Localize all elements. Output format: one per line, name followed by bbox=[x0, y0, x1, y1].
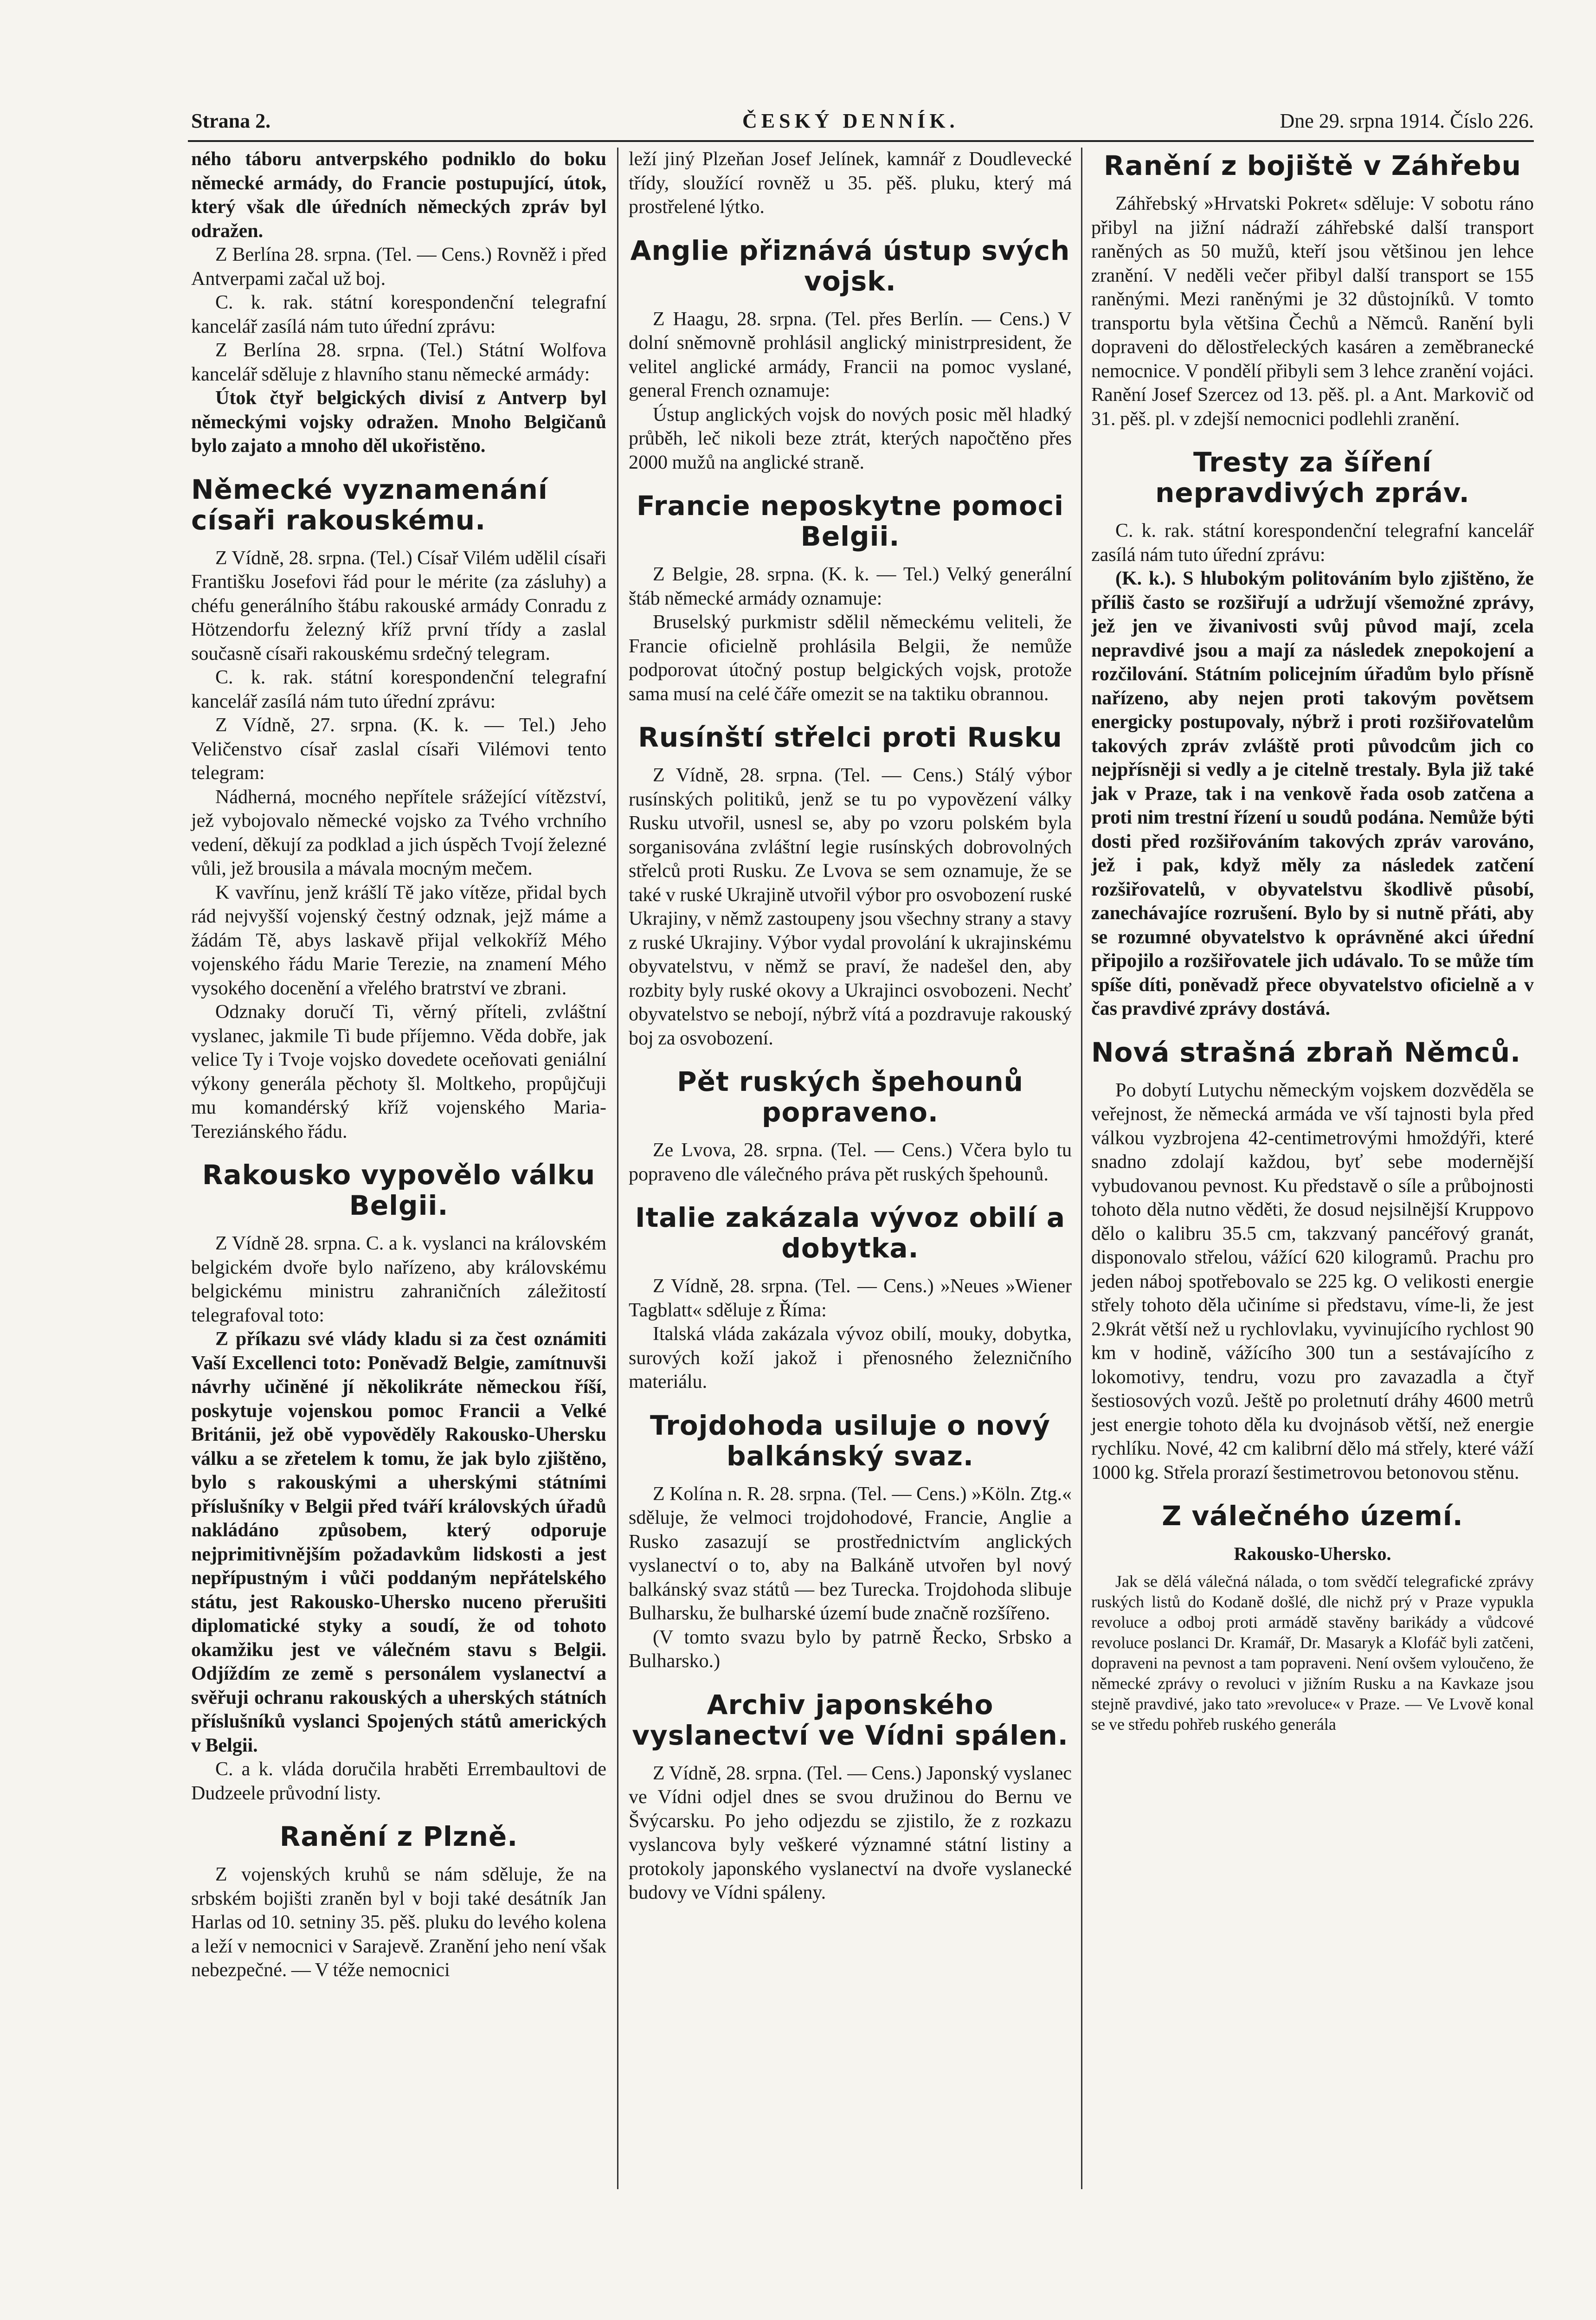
column-2 bbox=[629, 148, 1072, 1905]
headline-francie: Francie neposkytne pomoci Belgii. bbox=[636, 490, 1064, 552]
subheading-rakousko-uhersko: Rakousko-Uhersko. bbox=[1234, 1543, 1391, 1564]
paragraph: Italská vláda zakázala vývoz obilí, mouky, dobytka, surových koží jakož i přenosného železničního materiálu. bbox=[629, 1323, 1072, 1392]
paragraph: Z Vídně 28. srpna. C. a k. vyslanci na královském belgickém dvoře bylo nařízeno, aby královskému belgickému ministru zahraničních záležitostí telegrafoval toto: bbox=[191, 1233, 606, 1326]
column-1 bbox=[191, 148, 606, 1983]
paragraph: C. k. rak. státní korespondenční telegrafní kancelář zasílá nám tuto úřední zprávu: bbox=[1091, 520, 1534, 566]
paragraph: Z vojenských kruhů se nám sděluje, že na srbském bojišti zraněn byl v boji také desátník Jan Harlas od 10. setniny 35. pěš. pluku do levého kolena a leží v nemocnici v Sarajevě. Zranění jeho není však nebezpečné. — V téže nemocnici bbox=[191, 1864, 606, 1981]
headline-raneni-zahreb: Ranění z bojiště v Záhřebu bbox=[1104, 150, 1521, 181]
paragraph: Z Vídně, 28. srpna. (Tel. — Cens.) Japonský vyslanec ve Vídni odjel dnes se svou družinou do Bernu ve Švýcarsku. Po jeho odjezdu se zjistilo, že z rozkazu vyslancova byly veškeré významné státní listiny a protokoly japonského vyslanectví na dvoře vyslanecké budovy ve Vídni spáleny. bbox=[629, 1762, 1072, 1903]
paragraph: Z Vídně, 28. srpna. (Tel. — Cens.) Stálý výbor rusínských politiků, jenž se tu po vypovězení války Rusku utvořil, usnesl se, aby po vzoru polském byla sorganisována zvláštní legie rusínských dobrovolných střelců proti Rusku. Ze Lvova se sem oznamuje, že se také v ruské Ukrajině utvořil výbor pro osvobození ruské Ukrajiny, v němž zastoupeny jsou všechny strany a stavy z ruské Ukrajiny. Výbor vydal provolání k ukrajinskému obyvatelstvu, v němž se praví, že nadešel den, aby rozbity byly ruské okovy a Ukrajinci osvobozeni. Nechť obyvatelstvo se nebojí, nýbrž vítá a pozdravuje rakouský boj za osvobození. bbox=[629, 765, 1072, 1049]
headline-anglie: Anglie přiznává ústup svých vojsk. bbox=[630, 234, 1070, 297]
masthead-title: ČESKÝ DENNÍK. bbox=[742, 110, 959, 132]
headline-raneni-plzne: Ranění z Plzně. bbox=[279, 1821, 518, 1852]
headline-rusinsti: Rusínští střelci proti Rusku bbox=[638, 722, 1062, 753]
paragraph: leží jiný Plzeňan Josef Jelínek, kamnář z Doudlevecké třídy, sloužící rovněž u 35. pěš. pluku, který má prostřelené lýtko. bbox=[629, 148, 1072, 218]
paragraph: Nádherná, mocného nepřítele srážející vítězství, jež vybojovalo německé vojsko za Tvého vrchního vedení, děkují za podklad a jich úspěch Tvojí železné vůli, jež brousila a mávala mocným mečem. bbox=[191, 786, 606, 879]
paragraph: Záhřebský »Hrvatski Pokret« sděluje: V sobotu ráno přibyl na jižní nádraží záhřebské další transport raněných as 50 mužů, kteří jsou většinou jen lehce zranění. V neděli večer přibyl další transport se 155 raněnými. Mezi raněnými je 32 důstojníků. V tomto transportu byla většina Čechů a Němců. Ranění byli dopraveni do dělostřeleckých kasáren a zeměbranecké nemocnice. V pondělí přibyli sem 3 lehce zranění vojáci. Ranění Josef Szercez od 13. pěš. pl. a Ant. Markovič od 31. pěš. pl. v zdejší nemocnici podlehli zranění. bbox=[1091, 193, 1534, 430]
headline-trojdohoda: Trojdohoda usiluje o nový balkánský svaz. bbox=[650, 1409, 1050, 1472]
paragraph: (V tomto svazu bylo by patrně Řecko, Srbsko a Bulharsko.) bbox=[629, 1626, 1072, 1672]
headline-vyznamenani: Německé vyznamenání císaři rakouskému. bbox=[191, 473, 548, 536]
paragraph: Z Vídně, 28. srpna. (Tel. — Cens.) »Neues »Wiener Tagblatt« sděluje z Říma: bbox=[629, 1276, 1072, 1321]
headline-rakousko: Rakousko vypovělo válku Belgii. bbox=[202, 1159, 596, 1221]
headline-italie: Italie zakázala vývoz obilí a dobytka. bbox=[635, 1202, 1065, 1264]
headline-valecne-uzemi: Z válečného území. bbox=[1162, 1500, 1463, 1532]
paragraph: (K. k.). S hlubokým politováním bylo zjištěno, že příliš často se rozšiřují a udržují všemožné zprávy, jež jen ve živanivosti svůj původ mají, zcela nepravdivé jsou a mají za následek znepokojení a rozčilování. Státním policejním úřadům bylo přísně nařízeno, aby nejen proti takovým povětsem energicky postupovaly, nýbrž i proti rozšiřovatelům takových zpráv zvláště proti původcům jich co nejpřísněji si vedly a je citelně trestaly. Byla již také jak v Praze, tak i na venkově řada osob zatčena a proti nim trestní řízení u soudů podána. Nemůže býti dosti před rozšiřováním takových zpráv varováno, jež i pak, když měly za následek zatčení rozšiřovatelů, v obyvatelstvu škodlivě působí, zanechávajíce rozrušení. Bylo by si nutně přáti, aby se rozumné obyvatelstvo k oprávněné akci úřední připojilo a rozšiřovatele jich udávalo. To se může tím spíše díti, poněvadž přece obyvatelstvo oficielně a v čas pravdivé zprávy dostává. bbox=[1091, 568, 1534, 1019]
paragraph: Ze Lvova, 28. srpna. (Tel. — Cens.) Včera bylo tu popraveno dle válečného práva pět ruských špehounů. bbox=[629, 1140, 1072, 1185]
headline-tresty: Tresty za šíření nepravdivých zpráv. bbox=[1155, 446, 1470, 509]
issue-date: Dne 29. srpna 1914. Číslo 226. bbox=[1280, 110, 1534, 132]
headline-pet-spehounu: Pět ruských špehounů popraveno. bbox=[677, 1066, 1023, 1128]
paragraph: Z Berlína 28. srpna. (Tel. — Cens.) Rovněž i před Antverpami začal už boj. bbox=[191, 244, 606, 290]
paragraph: K vavřínu, jenž krášlí Tě jako vítěze, přidal bych rád nejvyšší vojenský čestný odznak, jejž máme a žádám Tě, abys laskavě přijal velkokříž Mého vojenského řádu Marie Terezie, na znamení Mého vysokého docenění a vřelého bratrství ve zbrani. bbox=[191, 882, 606, 999]
paragraph: Z Vídně, 28. srpna. (Tel.) Císař Vilém udělil císaři Františku Josefovi řád pour le mérite (za zásluhy) a chéfu generálního štábu rakouské armády Conradu z Hötzendorfu železný kříž první třídy a zaslal současně císaři rakouskému srdečný telegram. bbox=[191, 547, 606, 664]
page-number: Strana 2. bbox=[191, 110, 271, 132]
header-rule bbox=[188, 140, 1534, 142]
paragraph: C. k. rak. státní korespondenční telegrafní kancelář zasílá nám tuto úřední zprávu: bbox=[191, 292, 606, 337]
paragraph: Z Belgie, 28. srpna. (K. k. — Tel.) Velký generální štáb německé armády oznamuje: bbox=[629, 564, 1072, 609]
paragraph: Bruselský purkmistr sdělil německému veliteli, že Francie oficielně prohlásila Belgii, že nemůže podporovat útočný postup belgických vojsk, protože sama musí na celé čáře omezit se na taktiku obrannou. bbox=[629, 612, 1072, 705]
paragraph: Jak se dělá válečná nálada, o tom svědčí telegrafické zprávy ruských listů do Kodaně došlé, dle nichž prý v Praze vypukla revoluce a odboj proti armádě stavěny barikády a vůdcové revoluce poslanci Dr. Kramář, Dr. Masaryk a Klofáč byli zatčeni, dopraveni na pevnost a tam popraveni. Není ovšem vyloučeno, že německé zprávy o revoluci v jižním Rusku a na Kavkaze jsou stejně pravdivé, jako tato »revoluce« v Praze. — Ve Lvově konal se ve středu pohřeb ruského generála bbox=[1091, 1572, 1534, 1734]
paragraph: C. a k. vláda doručila hraběti Errembaultovi de Dudzeele průvodní listy. bbox=[191, 1759, 606, 1804]
quote-paragraph: Útok čtyř belgických divisí z Antverp byl německými vojsky odražen. Mnoho Belgičanů bylo zajato a mnoho děl ukořistěno. bbox=[191, 387, 606, 457]
paragraph: Z Berlína 28. srpna. (Tel.) Státní Wolfova kancelář sděluje z hlavního stanu německé armády: bbox=[191, 340, 606, 385]
paragraph: Z Vídně, 27. srpna. (K. k. — Tel.) Jeho Veličenstvo císař zaslal císaři Vilémovi tento telegram: bbox=[191, 715, 606, 784]
column-divider bbox=[1081, 148, 1082, 2189]
column-divider bbox=[617, 148, 618, 2189]
paragraph: Z Kolína n. R. 28. srpna. (Tel. — Cens.) »Köln. Ztg.« sděluje, že velmoci trojdohodové, Francie, Anglie a Rusko zasazují se prostřednictvím anglických vyslanectví o to, aby na Balkáně utvořen byl nový balkánský svaz států — bez Turecka. Trojdohoda slibuje Bulharsku, že bulharské území bude značně rozšířeno. bbox=[629, 1483, 1072, 1624]
paragraph: Z Haagu, 28. srpna. (Tel. přes Berlín. — Cens.) V dolní sněmovně prohlásil anglický ministrpresident, že velitel anglické armády, Francii na pomoc vyslané, general French oznamuje: bbox=[629, 308, 1072, 401]
paragraph: C. k. rak. státní korespondenční telegrafní kancelář zasílá nám tuto úřední zprávu: bbox=[191, 667, 606, 712]
headline-nova-zbran: Nová strašná zbraň Němců. bbox=[1091, 1036, 1521, 1068]
paragraph: Odznaky doručí Ti, věrný příteli, zvláštní vyslanec, jakmile Ti bude příjemno. Věda dobře, jak velice Ty i Tvoje vojsko dovedete oceňovati geniální výkony generála pěchoty šl. Moltkeho, propůjčuji mu komandérský kříž vojenského Maria-Tereziánského řádu. bbox=[191, 1001, 606, 1142]
article-lead-continuation: ného táboru antverpského podniklo do boku německé armády, do Francie postupující, útok, který však dle úředních německých zpráv byl odražen. bbox=[191, 148, 606, 242]
headline-archiv: Archiv japonského vyslanectví ve Vídni spálen. bbox=[632, 1688, 1068, 1751]
paragraph: Po dobytí Lutychu německým vojskem dozvěděla se veřejnost, že německá armáda ve vší tajnosti byla před válkou vyzbrojena 42-centimetrovými hmoždýři, které snadno zdolají každou, byť sebe modernější vybudovanou pevnost. Ku představě o síle a průbojnosti tohoto děla nutno věděti, že dosud nejsilnější Kruppovo dělo o kalibru 35.5 cm, takzvaný pancéřový granát, disponovalo střelou, vážící 620 kilogramů. Prachu pro jeden náboj spotřebovalo se 225 kg. O velikosti energie střely tohoto děla učiníme si představu, víme-li, že jest 2.9krát větší než u rychlovlaku, vyvinujícího rychlost 90 km v hodině, vážícího 300 tun a sestávajícího z lokomotivy, tendru, vozu pro zavazadla a čtyř šestiosových vozů. Ještě po proletnutí dráhy 4600 metrů jest energie tohoto děla ku dvojnásob větší, než energie rychlíku. Nové, 42 cm kalibrní dělo má střely, které váží 1000 kg. Střela prorazí šestimetrovou betonovou stěnu. bbox=[1091, 1079, 1534, 1483]
paragraph: Z příkazu své vlády kladu si za čest oznámiti Vaší Excellenci toto: Poněvadž Belgie, zamítnuvši návrhy učiněné jí několikráte německou říší, poskytuje vojenskou pomoc Francii a Velké Británii, jež obě vypověděly Rakousko-Uhersku válku a se zřetelem k tomu, že jak bylo zjištěno, bylo s rakouskými a uherskými státními příslušníky v Belgii před tváří královských úřadů nakládáno způsobem, který odporuje nejprimitivnějším požadavkům lidskosti a jest nepřípustným i vůči poddaným nepřátelského státu, jest Rakousko-Uhersko nuceno přerušiti diplomatické styky a soudí, že od tohoto okamžiku jest ve válečném stavu s Belgii. Odjíždím ze země s personálem vyslanectví a svěřuji ochranu rakouských a uherských státních příslušníků vyslanci Spojených států amerických v Belgii. bbox=[191, 1328, 606, 1756]
column-3 bbox=[1091, 148, 1534, 1734]
paragraph: Ústup anglických vojsk do nových posic měl hladký průběh, leč nikoli beze ztrát, kterých napočtěno přes 2000 mužů na anglické straně. bbox=[629, 404, 1072, 473]
